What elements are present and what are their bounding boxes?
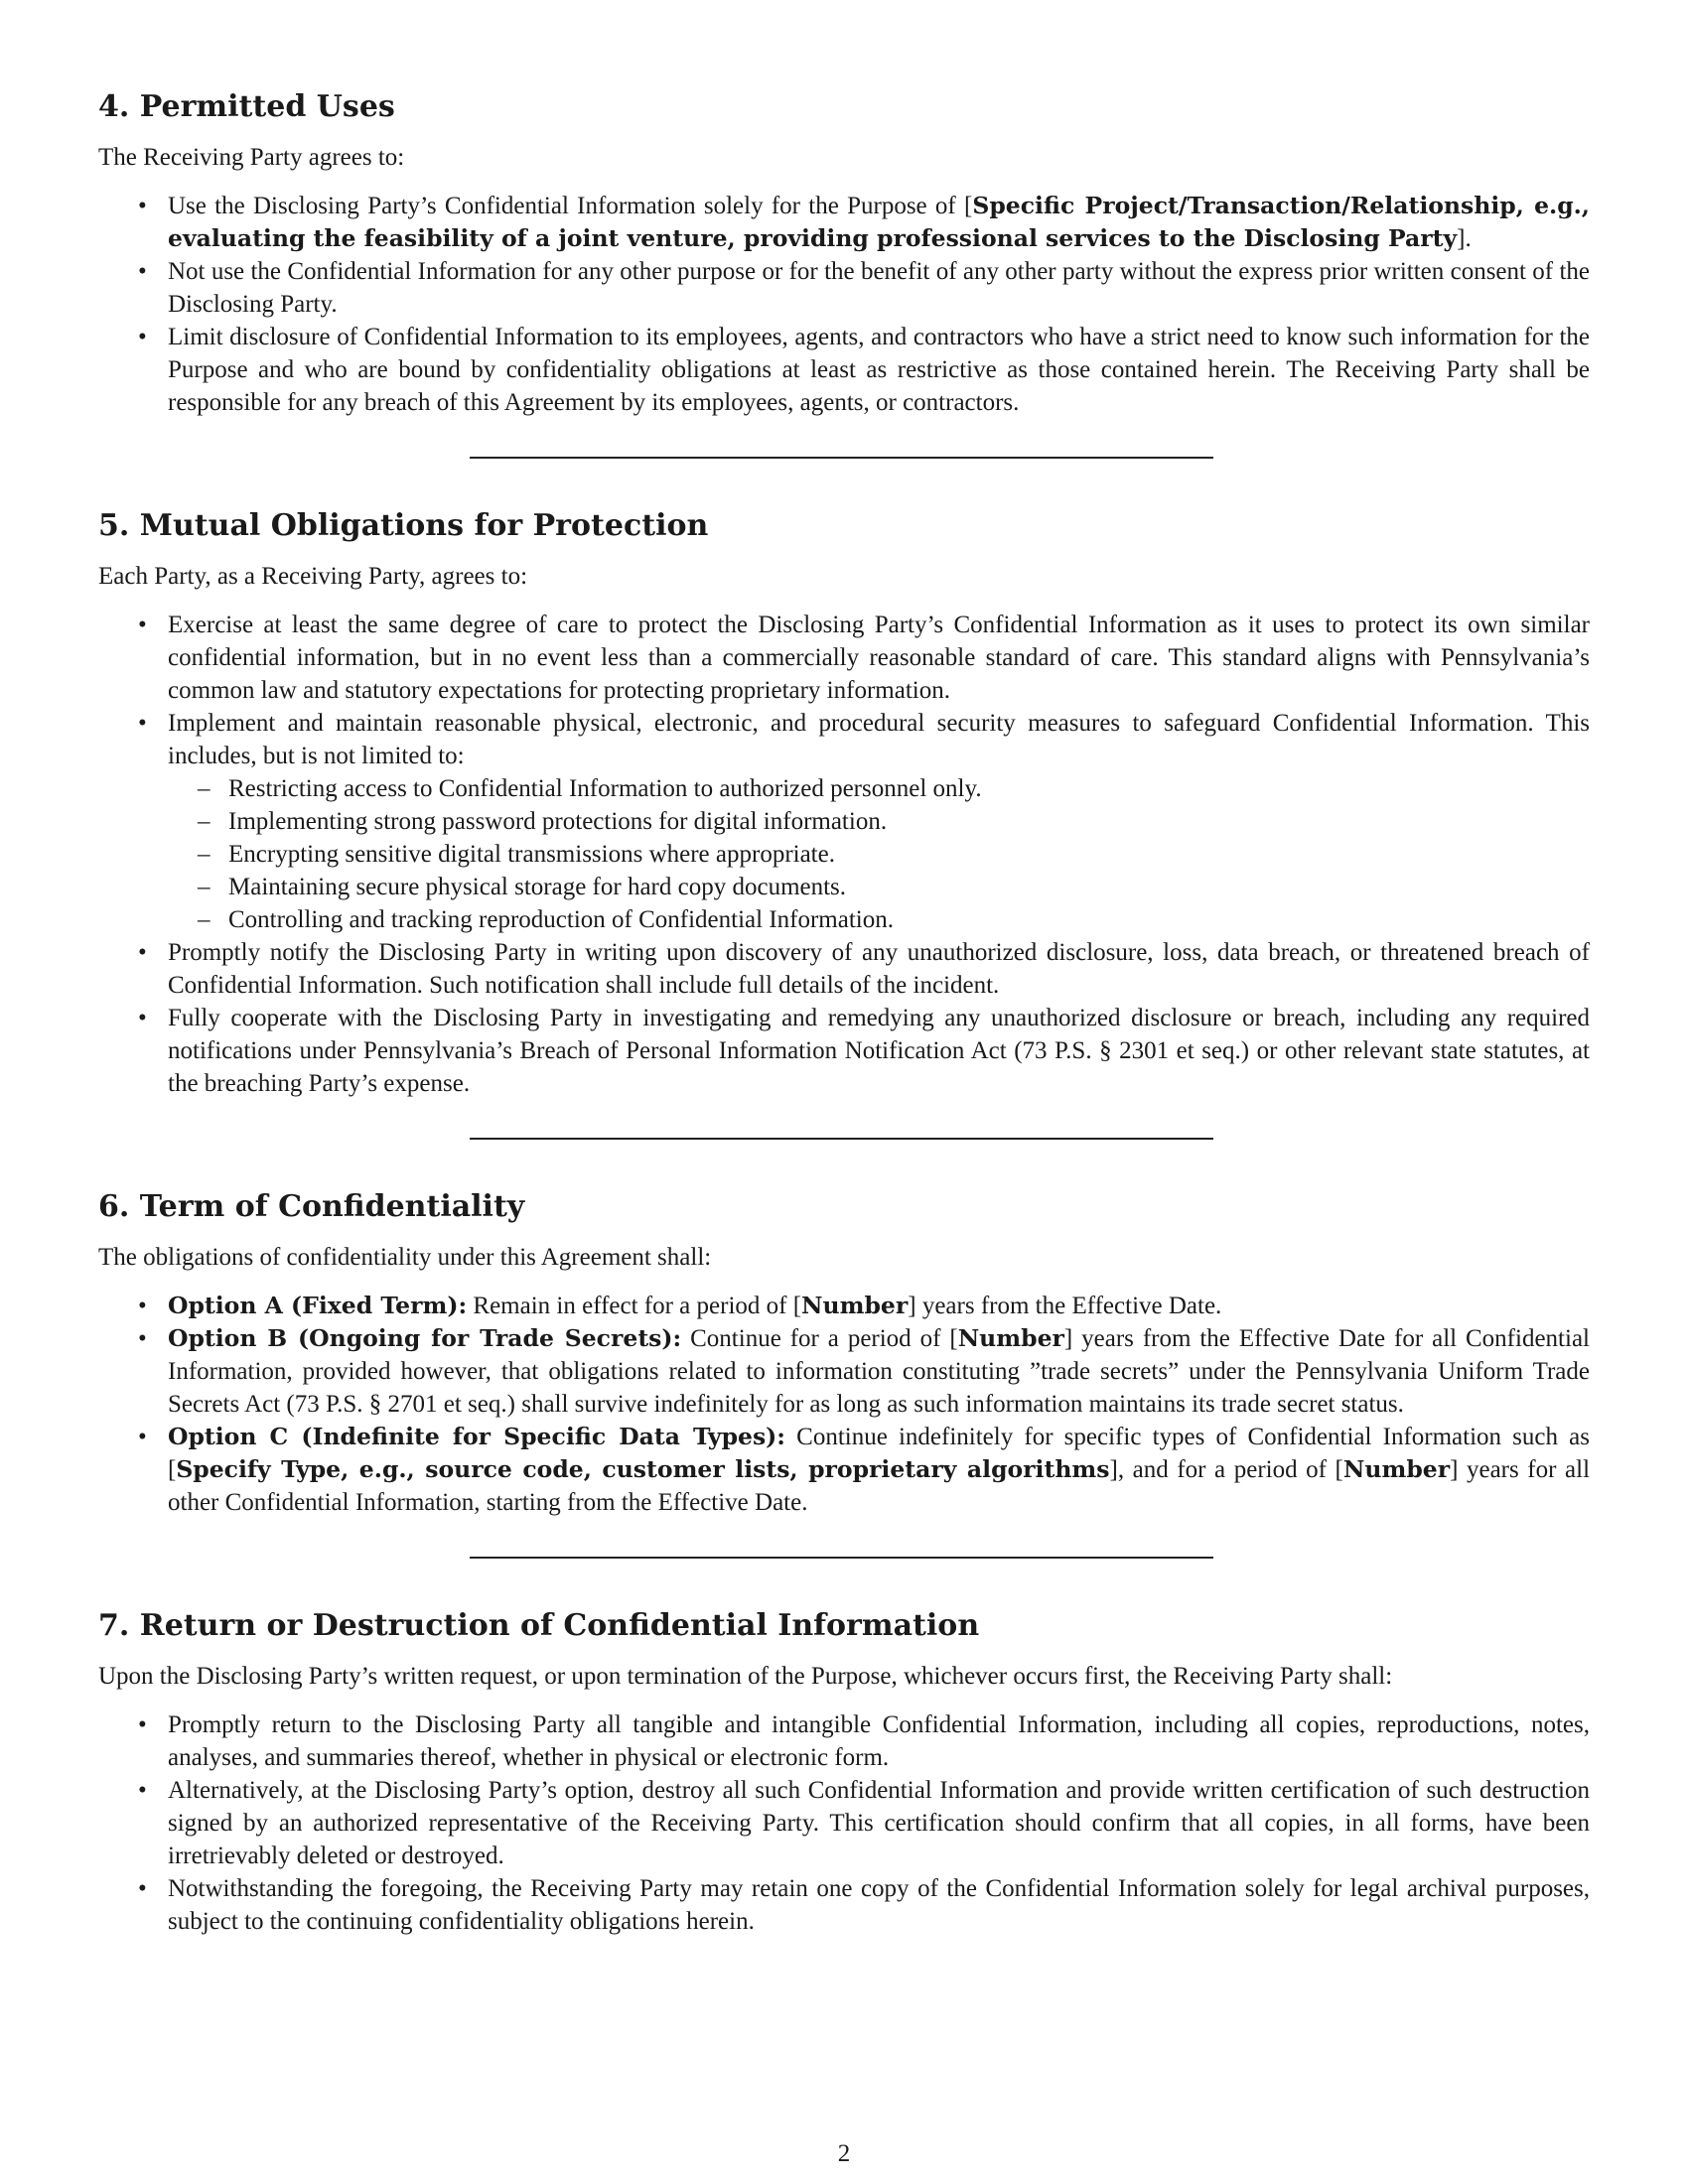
section-term-of-confidentiality: [98, 1187, 1590, 1519]
section-intro: The Receiving Party agrees to:: [98, 144, 405, 171]
list-item: [98, 255, 1590, 321]
section-mutual-obligations: [98, 506, 1590, 1100]
list-item: [98, 1872, 1590, 1938]
sub-list-item: – Restricting access to Confidential Information to authorized personnel only.: [168, 772, 1590, 805]
placeholder-bold: Number: [957, 1324, 1064, 1352]
sub-list: [168, 772, 1590, 936]
item-text: ] years from the Effective Date for all Confidential Information, provided however, that obligations related to information constituting ”trade secrets” under the Pennsylvania Uniform Trade Secrets Act (73 P.S. § 2701 et seq.) shall survive indefinitely for as long as such information maintains its trade secret status.: [168, 1325, 1590, 1418]
list-item: [98, 1290, 1590, 1322]
section-intro: Upon the Disclosing Party’s written request, or upon termination of the Purpose, whichever occurs first, the Receiving Party shall:: [98, 1663, 1393, 1690]
list-item: [98, 936, 1590, 1002]
list-item: [98, 1774, 1590, 1872]
section-intro: The obligations of confidentiality under this Agreement shall:: [98, 1244, 712, 1271]
placeholder-bold: Number: [1342, 1455, 1451, 1483]
list-item: [98, 190, 1590, 255]
item-text: Limit disclosure of Confidential Information to its employees, agents, and contractors who have a strict need to know such information for the Purpose and who are bound by confidentiality obligations at least as restrictive as those contained herein. The Receiving Party shall be responsible for any breach of this Agreement by its employees, agents, or contractors.: [168, 324, 1590, 416]
list-item: [98, 1708, 1590, 1774]
bullet-list: [98, 609, 1590, 1100]
item-text: Not use the Confidential Information for any other purpose or for the benefit of any other party without the express prior written consent of the Disclosing Party.: [168, 258, 1590, 318]
item-text: Exercise at least the same degree of care to protect the Disclosing Party’s Confidential Information as it uses to protect its own similar confidential information, but in no event less than a commercially reasonable standard of care. This standard aligns with Pennsylvania’s common law and statutory expectations for protecting proprietary information.: [168, 612, 1590, 704]
section-return-or-destruction: [98, 1606, 1590, 1938]
placeholder-bold: Specify Type, e.g., source code, customer lists, proprietary algorithms: [176, 1455, 1110, 1483]
bullet-list: [98, 1290, 1590, 1519]
item-text: Implement and maintain reasonable physical, electronic, and procedural security measures to safeguard Confidential Information. This includes, but is not limited to:: [168, 710, 1590, 769]
item-text: Notwithstanding the foregoing, the Receiving Party may retain one copy of the Confidential Information solely for legal archival purposes, subject to the continuing confidentiality obligations herein.: [168, 1875, 1590, 1935]
sub-list-item: – Encrypting sensitive digital transmissions where appropriate.: [168, 838, 1590, 871]
section-intro: Each Party, as a Receiving Party, agrees to:: [98, 563, 528, 590]
bullet-list: [98, 1708, 1590, 1938]
option-label: Option B (Ongoing for Trade Secrets):: [168, 1324, 682, 1352]
page-number: 2: [837, 2140, 851, 2167]
item-text: Continue indefinitely for specific types of Confidential Information such as [: [168, 1424, 1590, 1483]
item-text: Alternatively, at the Disclosing Party’s option, destroy all such Confidential Information and provide written certification of such destruction signed by an authorized representative of the Receiving Party. This certification should confirm that all copies, in all forms, have been irretrievably deleted or destroyed.: [168, 1777, 1590, 1869]
item-text: Continue for a period of [: [681, 1325, 958, 1352]
section-title: 4. Permitted Uses: [98, 89, 395, 124]
section-permitted-uses: [98, 87, 1590, 419]
section-title: 5. Mutual Obligations for Protection: [98, 508, 709, 543]
list-item: [98, 1002, 1590, 1100]
item-text: Remain in effect for a period of [: [467, 1293, 802, 1319]
bullet-list: [98, 190, 1590, 419]
item-text: ] years for all other Confidential Information, starting from the Effective Date.: [168, 1456, 1591, 1516]
item-text: ].: [1457, 225, 1472, 252]
option-label: Option C (Indefinite for Specific Data Types):: [168, 1423, 785, 1450]
item-text: Fully cooperate with the Disclosing Party in investigating and remedying any unauthorized disclosure or breach, including any required notifications under Pennsylvania’s Breach of Personal Information Notification Act (73 P.S. § 2301 et seq.) or other relevant state statutes, at the breaching Party’s expense.: [168, 1005, 1590, 1097]
list-item: [98, 321, 1590, 419]
document-page: [98, 87, 1590, 1938]
list-item: [98, 609, 1590, 707]
item-text: ] years from the Effective Date.: [908, 1293, 1222, 1319]
item-text: ], and for a period of [: [1109, 1456, 1343, 1483]
item-text: Use the Disclosing Party’s Confidential Information solely for the Purpose of [: [168, 193, 973, 219]
list-item: [98, 1421, 1590, 1519]
section-title: 7. Return or Destruction of Confidential Information: [98, 1608, 980, 1643]
placeholder-bold: Specific Project/Transaction/Relationship, e.g., evaluating the feasibility of a joint venture, providing professional services to the Disclosing Party: [168, 192, 1590, 252]
section-title: 6. Term of Confidentiality: [98, 1189, 525, 1224]
item-text: Promptly return to the Disclosing Party all tangible and intangible Confidential Information, including all copies, reproductions, notes, analyses, and summaries thereof, whether in physical or electronic form.: [168, 1711, 1590, 1771]
option-label: Option A (Fixed Term):: [168, 1292, 468, 1319]
sub-list-item: – Maintaining secure physical storage for hard copy documents.: [168, 871, 1590, 903]
sub-list-item: – Implementing strong password protections for digital information.: [168, 805, 1590, 838]
list-item: [98, 1322, 1590, 1421]
sub-list-item: – Controlling and tracking reproduction of Confidential Information.: [168, 903, 1590, 936]
item-text: Promptly notify the Disclosing Party in writing upon discovery of any unauthorized disclosure, loss, data breach, or threatened breach of Confidential Information. Such notification shall include full details of the incident.: [168, 939, 1590, 999]
list-item: [98, 707, 1590, 936]
placeholder-bold: Number: [801, 1292, 909, 1319]
